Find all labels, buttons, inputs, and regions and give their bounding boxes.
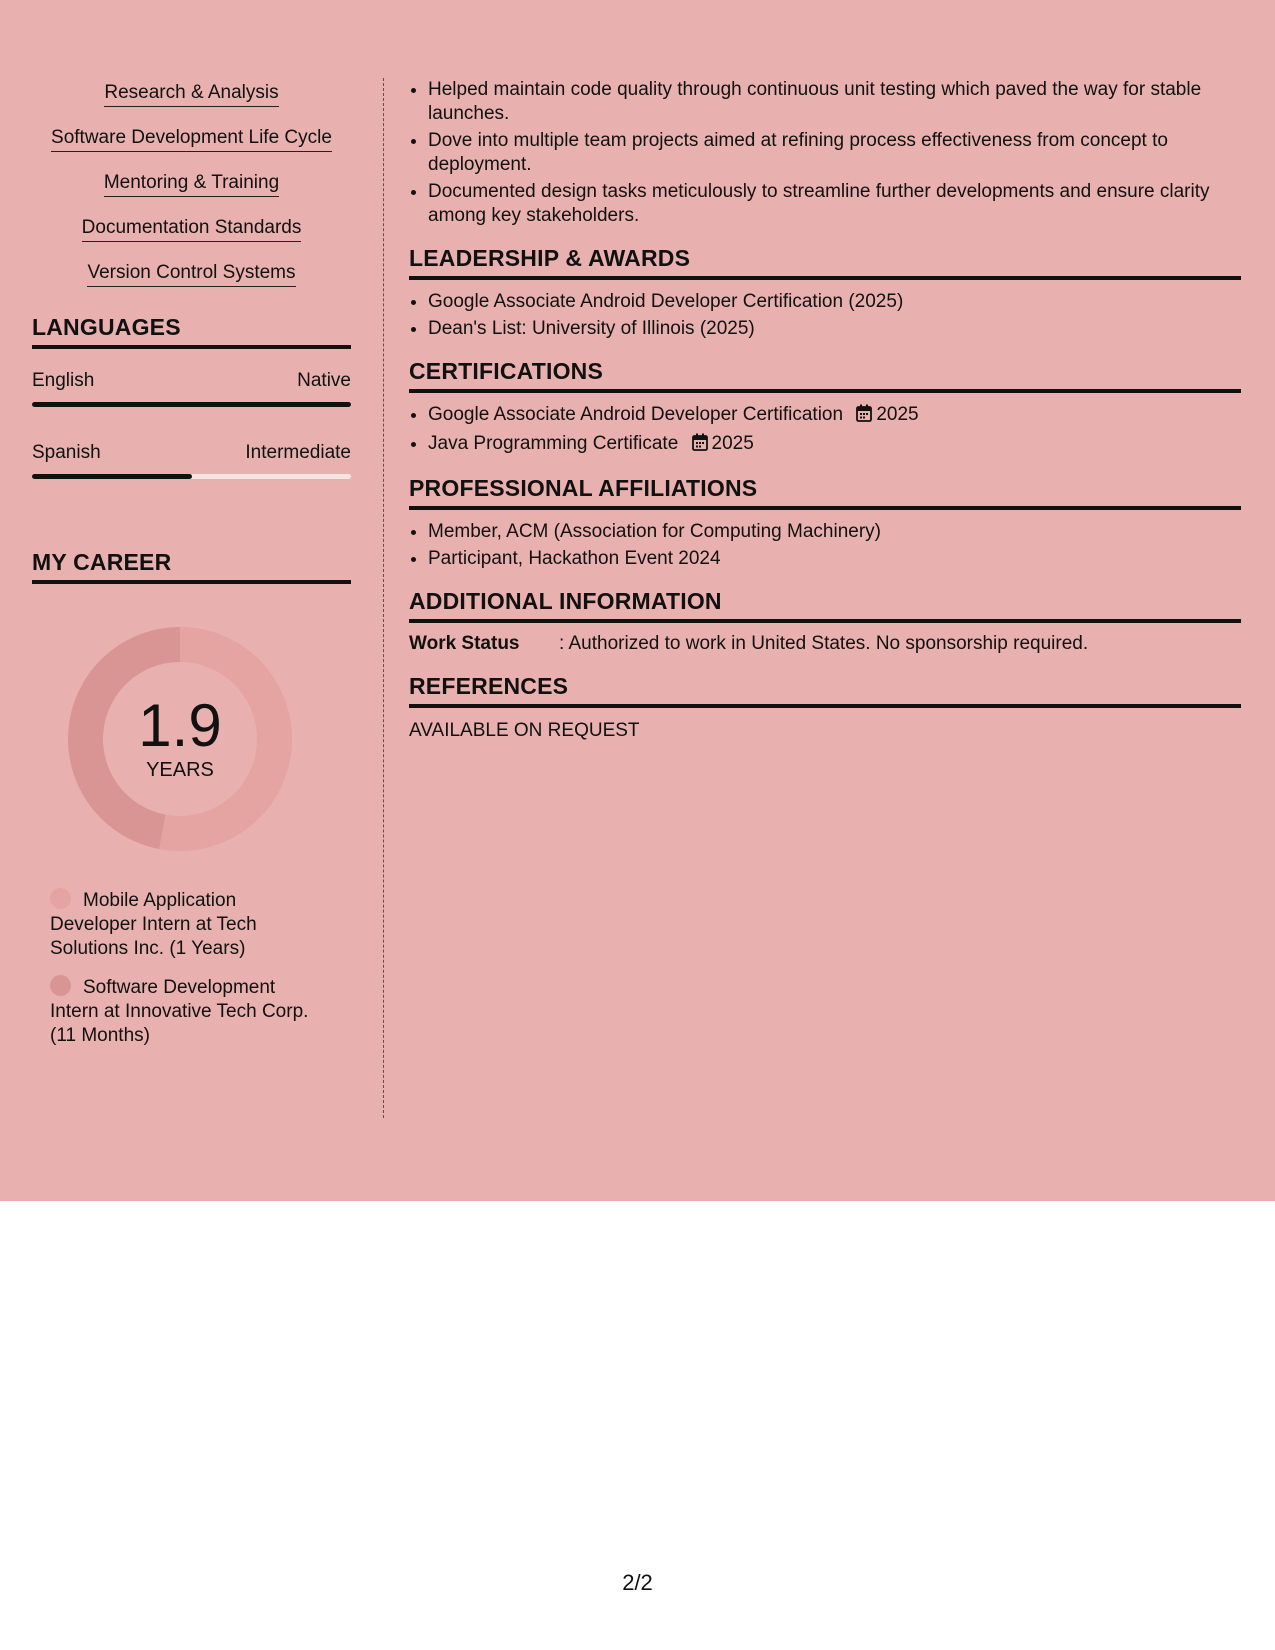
skill-item (32, 262, 351, 287)
leadership-section (409, 245, 1241, 341)
career-section (32, 549, 351, 1048)
career-legend (50, 888, 320, 1048)
affiliation-item: • Member, ACM (Association for Computing Machinery) (428, 520, 1241, 544)
right-column (409, 78, 1241, 743)
calendar-icon (692, 433, 708, 458)
language-level: Native (297, 370, 351, 391)
career-total-value: 1.9 (138, 692, 222, 759)
legend-dot (50, 975, 71, 996)
column-divider (383, 78, 384, 1118)
page-number: 2/2 (622, 1570, 653, 1595)
skill-item (32, 127, 351, 152)
certification-name: Google Associate Android Developer Certification (428, 404, 844, 425)
career-heading: MY CAREER (32, 549, 351, 584)
skill-label: Documentation Standards (82, 217, 302, 242)
career-legend-item (50, 888, 320, 961)
certification-item (428, 403, 1241, 429)
language-proficiency-bar (32, 474, 351, 479)
language-proficiency-bar (32, 402, 351, 407)
award-item: • Dean's List: University of Illinois (2025) (428, 317, 1241, 341)
certification-year: 2025 (876, 404, 919, 425)
references-text: AVAILABLE ON REQUEST (409, 720, 640, 741)
skill-label: Software Development Life Cycle (51, 127, 332, 152)
skill-label: Research & Analysis (104, 82, 278, 107)
career-legend-item (50, 975, 320, 1048)
leadership-heading: LEADERSHIP & AWARDS (409, 245, 1241, 280)
experience-bullet: • Dove into multiple team projects aimed at refining process effectiveness from concept to deployment. (428, 129, 1241, 177)
language-name: Spanish (32, 442, 101, 463)
skill-item (32, 217, 351, 242)
certification-name: Java Programming Certificate (428, 433, 679, 454)
languages-heading: LANGUAGES (32, 314, 351, 349)
work-status-value: : Authorized to work in United States. No sponsorship required. (559, 633, 1089, 654)
certification-item (428, 432, 1241, 458)
language-item (32, 369, 351, 407)
certification-year: 2025 (711, 433, 754, 454)
language-name: English (32, 370, 95, 391)
skill-item (32, 172, 351, 197)
certifications-section (409, 358, 1241, 458)
career-donut-chart (67, 626, 293, 852)
legend-dot (50, 888, 71, 909)
languages-section (32, 314, 351, 479)
additional-info-section (409, 588, 1241, 656)
language-level: Intermediate (245, 442, 351, 463)
career-entry-text: Software Development Intern at Innovative Tech Corp. (11 Months) (50, 977, 309, 1046)
language-proficiency-fill (32, 402, 351, 407)
skill-item (32, 82, 351, 107)
calendar-icon (856, 404, 872, 429)
career-total-unit: YEARS (146, 759, 214, 781)
left-column (32, 82, 351, 1062)
certifications-heading: CERTIFICATIONS (409, 358, 1241, 393)
affiliations-heading: PROFESSIONAL AFFILIATIONS (409, 475, 1241, 510)
career-entry-text: Mobile Application Developer Intern at Tech Solutions Inc. (1 Years) (50, 890, 257, 959)
skill-label: Mentoring & Training (104, 172, 279, 197)
work-status-row (409, 632, 1241, 656)
skill-label: Version Control Systems (87, 262, 295, 287)
additional-info-heading: ADDITIONAL INFORMATION (409, 588, 1241, 623)
references-heading: REFERENCES (409, 673, 1241, 708)
affiliations-section (409, 475, 1241, 571)
experience-bullet: • Helped maintain code quality through continuous unit testing which paved the way for stable launches. (428, 78, 1241, 126)
language-item (32, 441, 351, 479)
references-section (409, 673, 1241, 743)
work-status-label: Work Status (409, 633, 520, 654)
experience-bullet: • Documented design tasks meticulously to streamline further developments and ensure clarity among key stakeholders. (428, 180, 1241, 228)
skills-list (32, 82, 351, 287)
experience-bullets (409, 78, 1241, 228)
award-item: • Google Associate Android Developer Certification (2025) (428, 290, 1241, 314)
language-proficiency-fill (32, 474, 192, 479)
affiliation-item: • Participant, Hackathon Event 2024 (428, 547, 1241, 571)
